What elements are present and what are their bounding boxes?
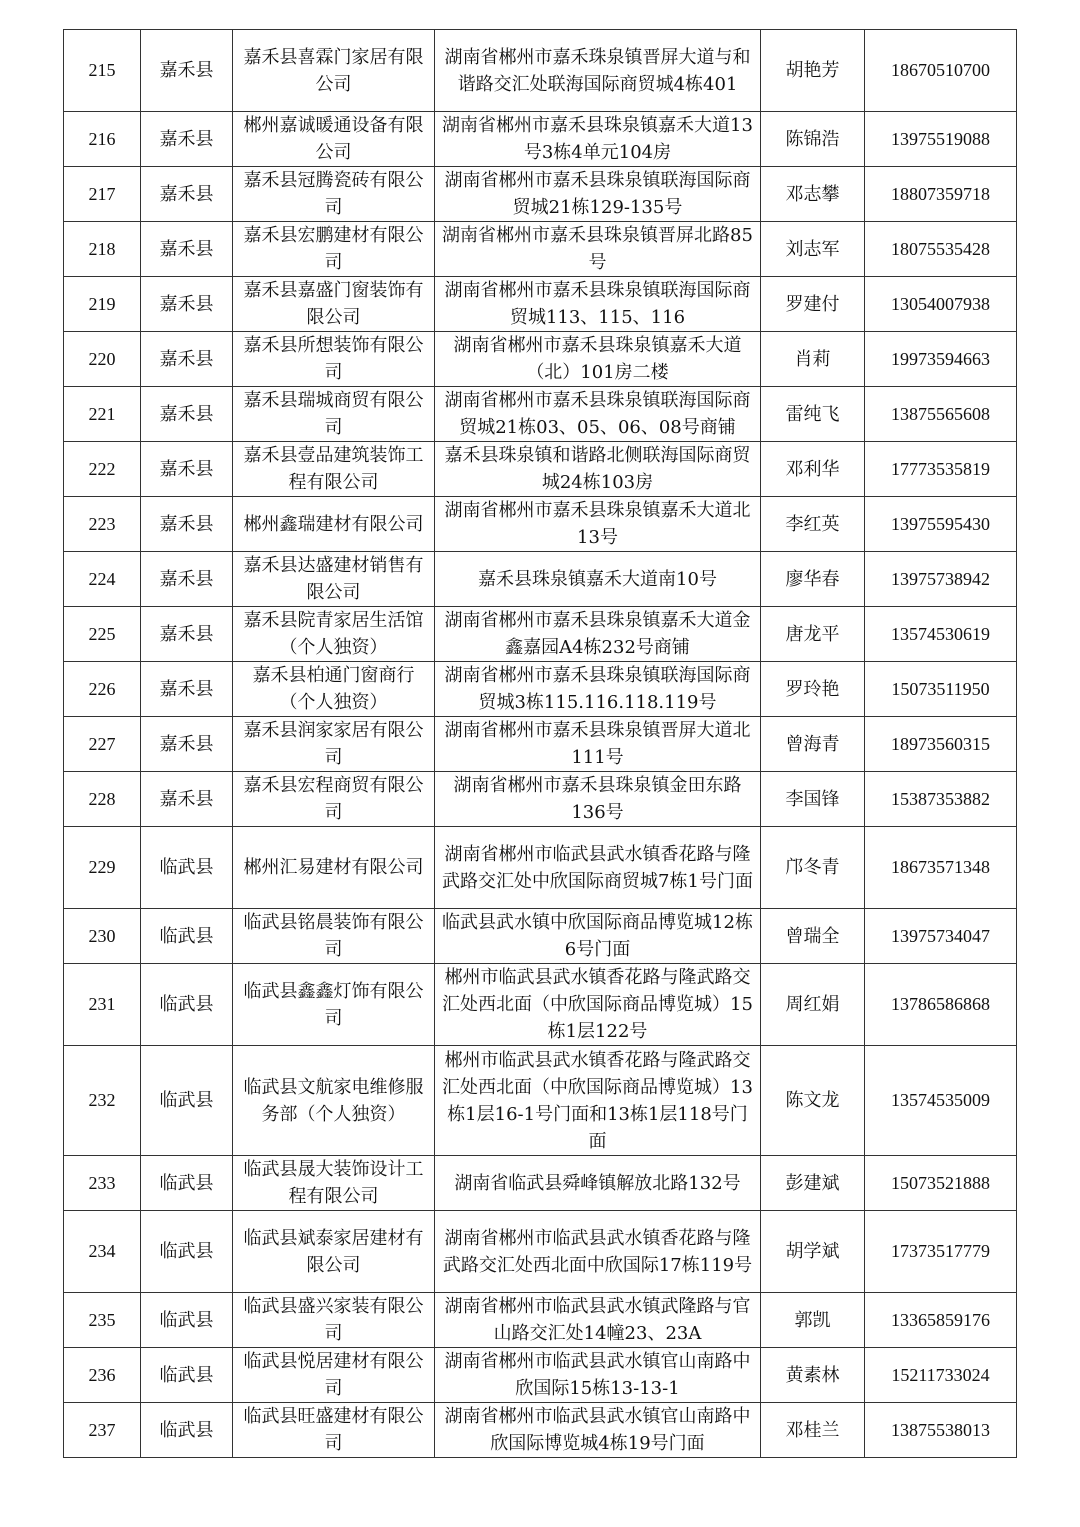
- company-name-cell: 嘉禾县院青家居生活馆（个人独资）: [233, 607, 435, 662]
- county-cell: 临武县: [141, 827, 233, 909]
- row-index: 229: [64, 827, 141, 909]
- address-cell: 湖南省郴州市临武县武水镇香花路与隆武路交汇处西北面中欣国际17栋119号: [435, 1211, 761, 1293]
- row-index: 233: [64, 1156, 141, 1211]
- table-row: [64, 717, 1017, 772]
- table-row: [64, 277, 1017, 332]
- row-index: 234: [64, 1211, 141, 1293]
- phone-cell: 13365859176: [865, 1293, 1017, 1348]
- phone-cell: 13054007938: [865, 277, 1017, 332]
- county-cell: 嘉禾县: [141, 552, 233, 607]
- phone-cell: 17373517779: [865, 1211, 1017, 1293]
- county-cell: 临武县: [141, 1403, 233, 1458]
- county-cell: 临武县: [141, 1293, 233, 1348]
- row-index: 224: [64, 552, 141, 607]
- county-cell: 临武县: [141, 1156, 233, 1211]
- row-index: 220: [64, 332, 141, 387]
- company-name-cell: 嘉禾县瑞城商贸有限公司: [233, 387, 435, 442]
- contact-name-cell: 陈文龙: [761, 1046, 865, 1156]
- phone-cell: 13574530619: [865, 607, 1017, 662]
- contact-name-cell: 胡艳芳: [761, 30, 865, 112]
- table-row: [64, 1293, 1017, 1348]
- contact-name-cell: 李红英: [761, 497, 865, 552]
- county-cell: 嘉禾县: [141, 717, 233, 772]
- row-index: 217: [64, 167, 141, 222]
- phone-cell: 13975595430: [865, 497, 1017, 552]
- table-row: [64, 167, 1017, 222]
- address-cell: 湖南省郴州市嘉禾县珠泉镇晋屏大道北111号: [435, 717, 761, 772]
- company-name-cell: 临武县鑫鑫灯饰有限公司: [233, 964, 435, 1046]
- county-cell: 嘉禾县: [141, 167, 233, 222]
- table-row: [64, 1211, 1017, 1293]
- row-index: 215: [64, 30, 141, 112]
- company-name-cell: 嘉禾县宏鹏建材有限公司: [233, 222, 435, 277]
- county-cell: 嘉禾县: [141, 607, 233, 662]
- table-row: [64, 909, 1017, 964]
- phone-cell: 15073511950: [865, 662, 1017, 717]
- table-row: [64, 772, 1017, 827]
- company-name-cell: 嘉禾县嘉盛门窗装饰有限公司: [233, 277, 435, 332]
- row-index: 218: [64, 222, 141, 277]
- table-row: [64, 1046, 1017, 1156]
- company-name-cell: 临武县文航家电维修服务部（个人独资）: [233, 1046, 435, 1156]
- phone-cell: 13975734047: [865, 909, 1017, 964]
- company-name-cell: 嘉禾县达盛建材销售有限公司: [233, 552, 435, 607]
- address-cell: 嘉禾县珠泉镇嘉禾大道南10号: [435, 552, 761, 607]
- contact-name-cell: 黄素林: [761, 1348, 865, 1403]
- table-row: [64, 442, 1017, 497]
- row-index: 227: [64, 717, 141, 772]
- company-name-cell: 郴州汇易建材有限公司: [233, 827, 435, 909]
- company-name-cell: 临武县盛兴家装有限公司: [233, 1293, 435, 1348]
- address-cell: 湖南省郴州市嘉禾县珠泉镇联海国际商贸城113、115、116: [435, 277, 761, 332]
- contact-name-cell: 胡学斌: [761, 1211, 865, 1293]
- company-name-cell: 嘉禾县柏通门窗商行（个人独资）: [233, 662, 435, 717]
- contact-name-cell: 李国锋: [761, 772, 865, 827]
- row-index: 232: [64, 1046, 141, 1156]
- address-cell: 郴州市临武县武水镇香花路与隆武路交汇处西北面（中欣国际商品博览城）13栋1层16-1号门面和13栋1层118号门面: [435, 1046, 761, 1156]
- county-cell: 嘉禾县: [141, 442, 233, 497]
- company-name-cell: 嘉禾县冠腾瓷砖有限公司: [233, 167, 435, 222]
- company-name-cell: 临武县晟大装饰设计工程有限公司: [233, 1156, 435, 1211]
- address-cell: 湖南省郴州市临武县武水镇香花路与隆武路交汇处中欣国际商贸城7栋1号门面: [435, 827, 761, 909]
- phone-cell: 19973594663: [865, 332, 1017, 387]
- contact-name-cell: 唐龙平: [761, 607, 865, 662]
- county-cell: 临武县: [141, 909, 233, 964]
- address-cell: 郴州市临武县武水镇香花路与隆武路交汇处西北面（中欣国际商品博览城）15栋1层122号: [435, 964, 761, 1046]
- county-cell: 嘉禾县: [141, 332, 233, 387]
- county-cell: 嘉禾县: [141, 772, 233, 827]
- phone-cell: 18673571348: [865, 827, 1017, 909]
- county-cell: 嘉禾县: [141, 497, 233, 552]
- address-cell: 湖南省临武县舜峰镇解放北路132号: [435, 1156, 761, 1211]
- row-index: 221: [64, 387, 141, 442]
- row-index: 231: [64, 964, 141, 1046]
- contact-name-cell: 陈锦浩: [761, 112, 865, 167]
- phone-cell: 18973560315: [865, 717, 1017, 772]
- address-cell: 湖南省郴州市嘉禾县珠泉镇嘉禾大道金鑫嘉园A4栋232号商铺: [435, 607, 761, 662]
- company-name-cell: 嘉禾县润家家居有限公司: [233, 717, 435, 772]
- row-index: 237: [64, 1403, 141, 1458]
- address-cell: 临武县武水镇中欣国际商品博览城12栋6号门面: [435, 909, 761, 964]
- contact-name-cell: 周红娟: [761, 964, 865, 1046]
- address-cell: 湖南省郴州市嘉禾县珠泉镇嘉禾大道13号3栋4单元104房: [435, 112, 761, 167]
- company-name-cell: 郴州嘉诚暖通设备有限公司: [233, 112, 435, 167]
- contact-name-cell: 邓桂兰: [761, 1403, 865, 1458]
- contact-name-cell: 罗建付: [761, 277, 865, 332]
- phone-cell: 13875538013: [865, 1403, 1017, 1458]
- contact-name-cell: 雷纯飞: [761, 387, 865, 442]
- phone-cell: 18075535428: [865, 222, 1017, 277]
- address-cell: 湖南省郴州市嘉禾县珠泉镇联海国际商贸城21栋03、05、06、08号商铺: [435, 387, 761, 442]
- county-cell: 嘉禾县: [141, 662, 233, 717]
- phone-cell: 18807359718: [865, 167, 1017, 222]
- address-cell: 湖南省郴州市嘉禾县珠泉镇金田东路136号: [435, 772, 761, 827]
- company-name-cell: 郴州鑫瑞建材有限公司: [233, 497, 435, 552]
- contact-name-cell: 曾海青: [761, 717, 865, 772]
- row-index: 226: [64, 662, 141, 717]
- table-row: [64, 607, 1017, 662]
- phone-cell: 15211733024: [865, 1348, 1017, 1403]
- company-name-cell: 嘉禾县宏程商贸有限公司: [233, 772, 435, 827]
- table-row: [64, 662, 1017, 717]
- table-row: [64, 387, 1017, 442]
- table-row: [64, 30, 1017, 112]
- phone-cell: 13786586868: [865, 964, 1017, 1046]
- table-row: [64, 332, 1017, 387]
- row-index: 219: [64, 277, 141, 332]
- table-row: [64, 1348, 1017, 1403]
- table-row: [64, 497, 1017, 552]
- row-index: 222: [64, 442, 141, 497]
- row-index: 236: [64, 1348, 141, 1403]
- phone-cell: 15073521888: [865, 1156, 1017, 1211]
- row-index: 216: [64, 112, 141, 167]
- county-cell: 临武县: [141, 1046, 233, 1156]
- address-cell: 湖南省郴州市临武县武水镇官山南路中欣国际博览城4栋19号门面: [435, 1403, 761, 1458]
- address-cell: 湖南省郴州市嘉禾县珠泉镇晋屏北路85号: [435, 222, 761, 277]
- contact-name-cell: 邓利华: [761, 442, 865, 497]
- merchant-table: [63, 29, 1017, 1458]
- county-cell: 嘉禾县: [141, 112, 233, 167]
- contact-name-cell: 罗玲艳: [761, 662, 865, 717]
- address-cell: 湖南省郴州市嘉禾县珠泉镇嘉禾大道北13号: [435, 497, 761, 552]
- county-cell: 嘉禾县: [141, 30, 233, 112]
- contact-name-cell: 郭凯: [761, 1293, 865, 1348]
- address-cell: 湖南省郴州市嘉禾县珠泉镇联海国际商贸城3栋115.116.118.119号: [435, 662, 761, 717]
- company-name-cell: 临武县悦居建材有限公司: [233, 1348, 435, 1403]
- contact-name-cell: 邝冬青: [761, 827, 865, 909]
- company-name-cell: 临武县斌泰家居建材有限公司: [233, 1211, 435, 1293]
- row-index: 228: [64, 772, 141, 827]
- phone-cell: 13875565608: [865, 387, 1017, 442]
- row-index: 225: [64, 607, 141, 662]
- table-row: [64, 1156, 1017, 1211]
- address-cell: 湖南省郴州市嘉禾县珠泉镇联海国际商贸城21栋129-135号: [435, 167, 761, 222]
- phone-cell: 18670510700: [865, 30, 1017, 112]
- county-cell: 临武县: [141, 964, 233, 1046]
- table-row: [64, 222, 1017, 277]
- company-name-cell: 临武县旺盛建材有限公司: [233, 1403, 435, 1458]
- address-cell: 湖南省郴州市临武县武水镇官山南路中欣国际15栋13-13-1: [435, 1348, 761, 1403]
- merchant-table-body: [64, 30, 1017, 1458]
- table-row: [64, 827, 1017, 909]
- county-cell: 嘉禾县: [141, 387, 233, 442]
- phone-cell: 15387353882: [865, 772, 1017, 827]
- address-cell: 嘉禾县珠泉镇和谐路北侧联海国际商贸城24栋103房: [435, 442, 761, 497]
- contact-name-cell: 廖华春: [761, 552, 865, 607]
- contact-name-cell: 刘志军: [761, 222, 865, 277]
- county-cell: 临武县: [141, 1211, 233, 1293]
- table-row: [64, 112, 1017, 167]
- row-index: 223: [64, 497, 141, 552]
- table-row: [64, 1403, 1017, 1458]
- county-cell: 嘉禾县: [141, 277, 233, 332]
- address-cell: 湖南省郴州市临武县武水镇武隆路与官山路交汇处14幢23、23A: [435, 1293, 761, 1348]
- address-cell: 湖南省郴州市嘉禾珠泉镇晋屏大道与和谐路交汇处联海国际商贸城4栋401: [435, 30, 761, 112]
- contact-name-cell: 彭建斌: [761, 1156, 865, 1211]
- company-name-cell: 临武县铭晨装饰有限公司: [233, 909, 435, 964]
- row-index: 230: [64, 909, 141, 964]
- phone-cell: 13975738942: [865, 552, 1017, 607]
- phone-cell: 13975519088: [865, 112, 1017, 167]
- county-cell: 临武县: [141, 1348, 233, 1403]
- company-name-cell: 嘉禾县喜霖门家居有限公司: [233, 30, 435, 112]
- contact-name-cell: 邓志攀: [761, 167, 865, 222]
- table-row: [64, 552, 1017, 607]
- row-index: 235: [64, 1293, 141, 1348]
- company-name-cell: 嘉禾县所想装饰有限公司: [233, 332, 435, 387]
- phone-cell: 17773535819: [865, 442, 1017, 497]
- contact-name-cell: 肖莉: [761, 332, 865, 387]
- county-cell: 嘉禾县: [141, 222, 233, 277]
- phone-cell: 13574535009: [865, 1046, 1017, 1156]
- address-cell: 湖南省郴州市嘉禾县珠泉镇嘉禾大道（北）101房二楼: [435, 332, 761, 387]
- company-name-cell: 嘉禾县壹品建筑装饰工程有限公司: [233, 442, 435, 497]
- table-row: [64, 964, 1017, 1046]
- contact-name-cell: 曾瑞全: [761, 909, 865, 964]
